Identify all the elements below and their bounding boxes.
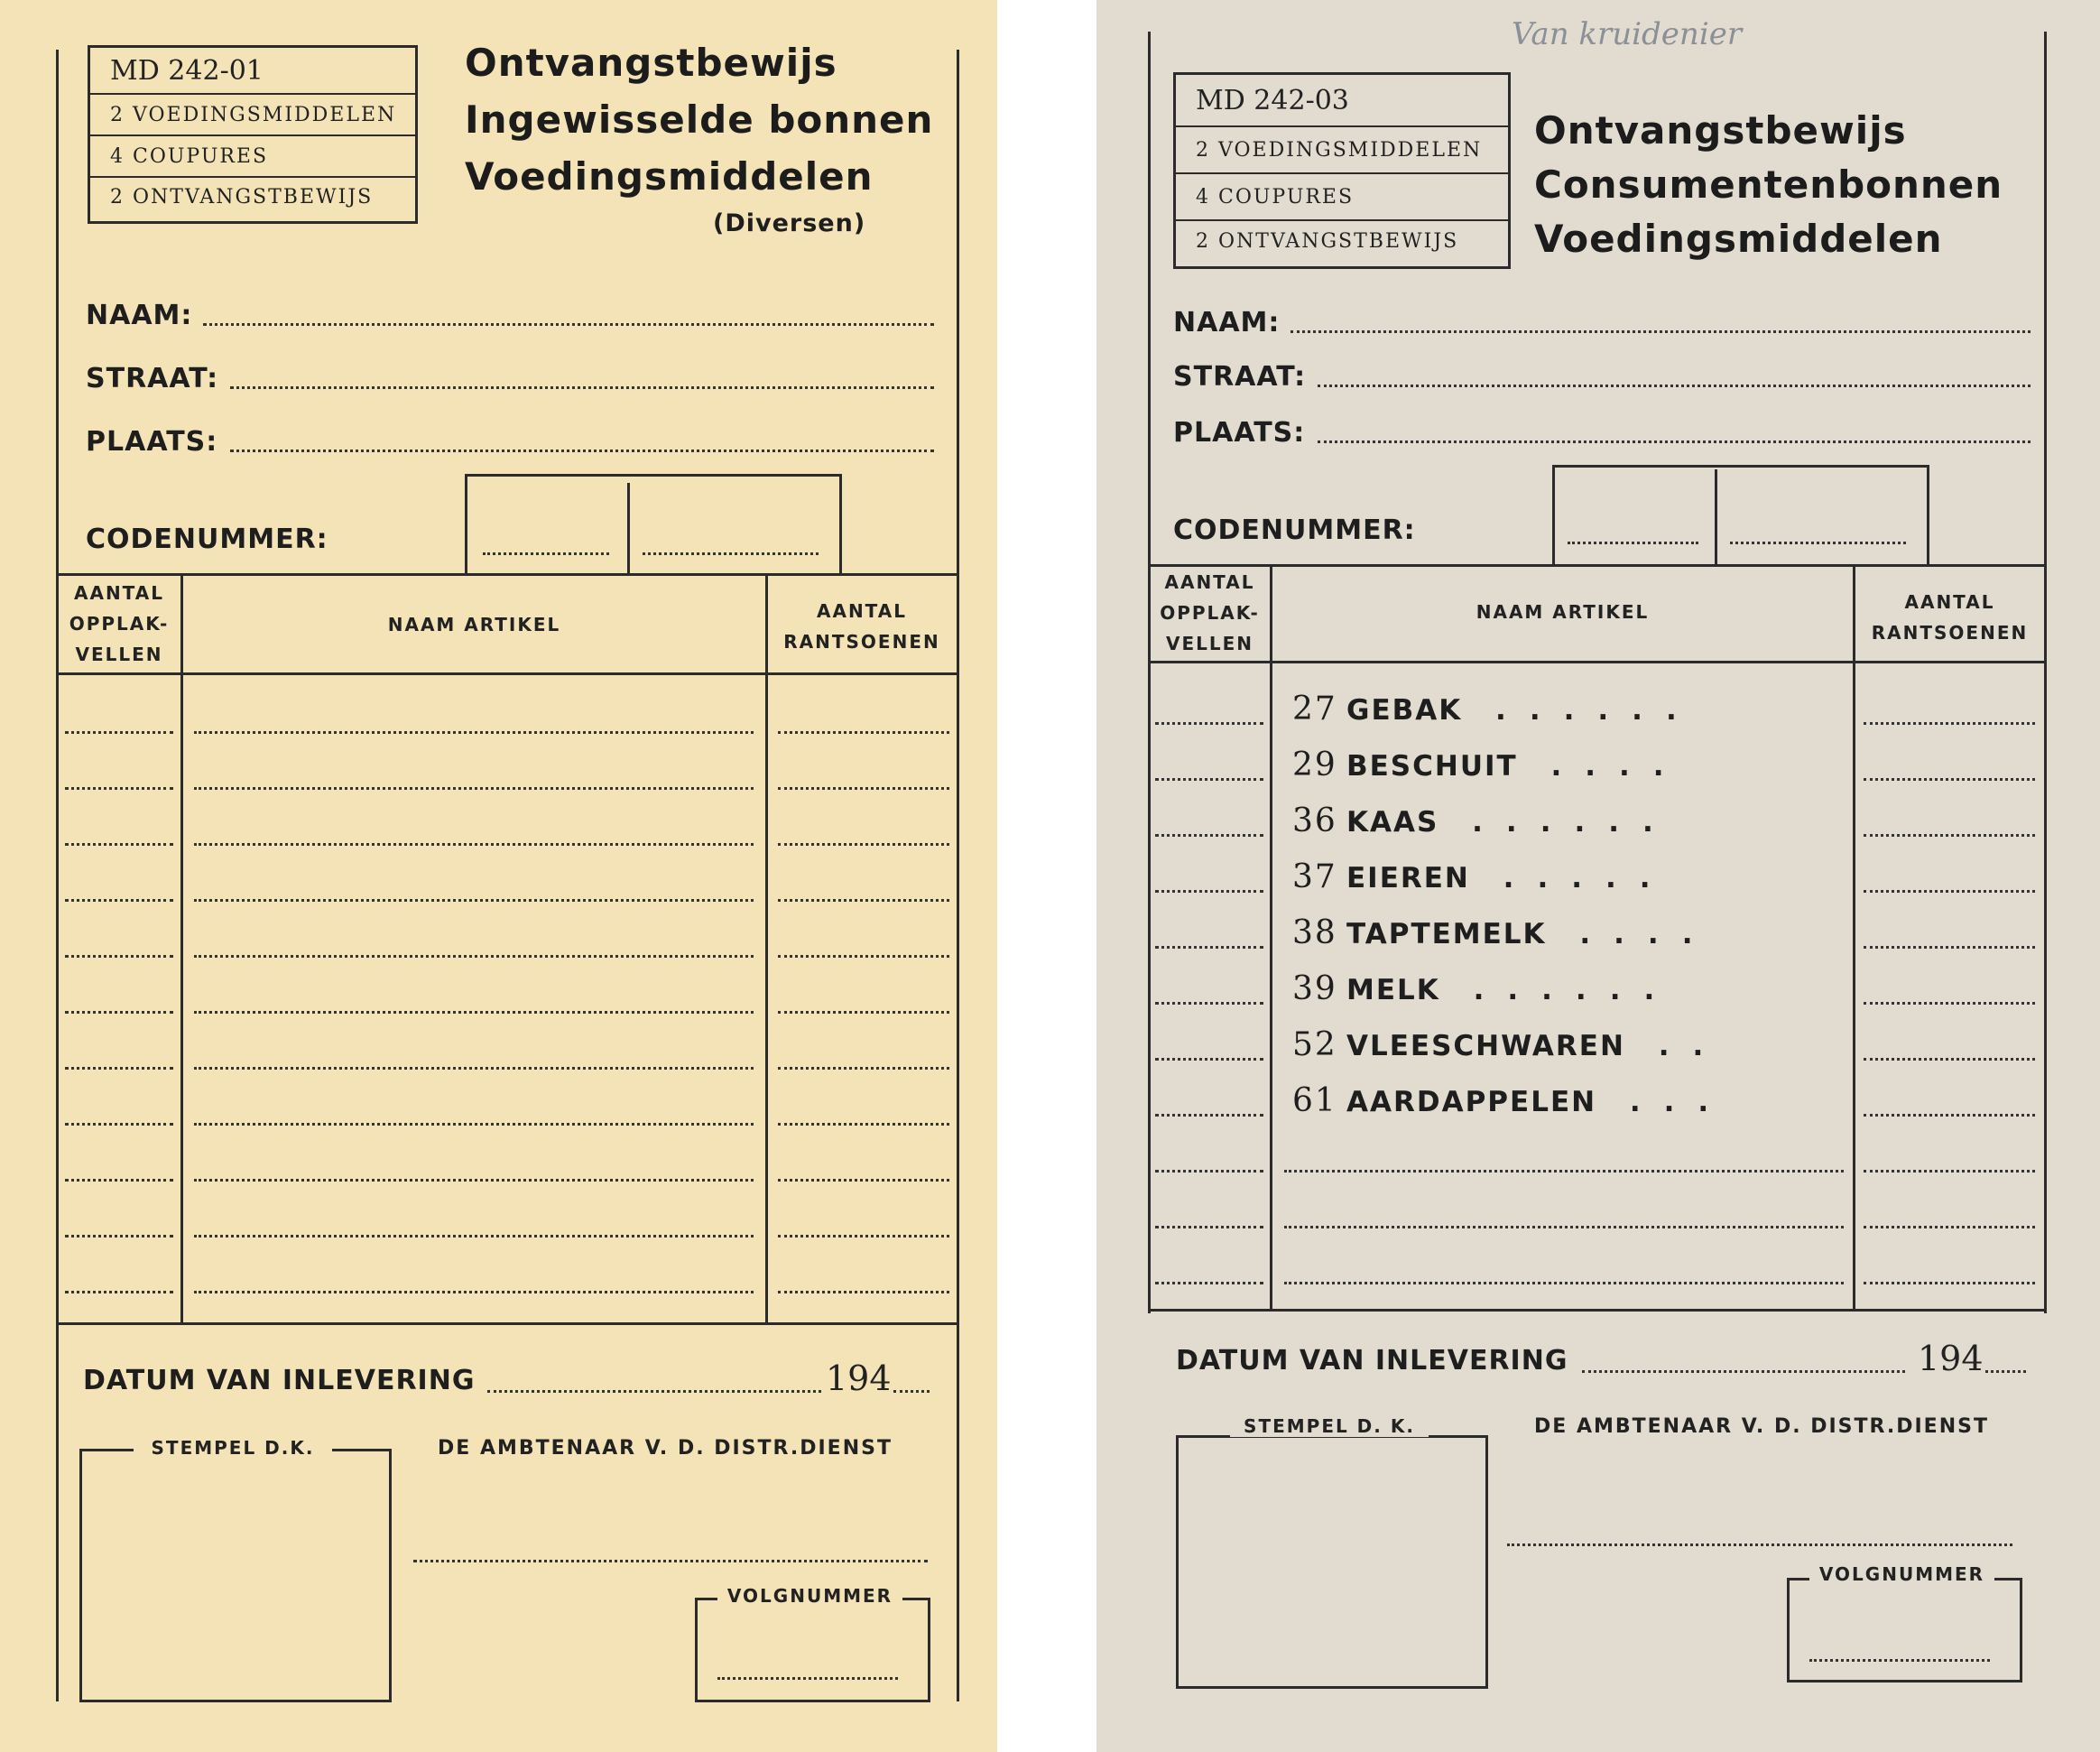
table-header-line <box>56 672 958 675</box>
plaats-field[interactable] <box>230 450 934 452</box>
opplakvellen-field[interactable] <box>65 1179 173 1182</box>
artikel-field[interactable] <box>194 731 754 734</box>
artikel-field[interactable] <box>194 955 754 958</box>
opplakvellen-field[interactable] <box>65 731 173 734</box>
stempel-label: STEMPEL D. K. <box>1230 1415 1429 1437</box>
rantsoenen-field[interactable] <box>778 843 949 846</box>
artikel-field[interactable] <box>194 899 754 902</box>
year-prefix: 194 <box>826 1358 892 1398</box>
datum-label: DATUM VAN INLEVERING <box>83 1365 476 1396</box>
rantsoenen-field[interactable] <box>1864 946 2035 949</box>
artikel-field[interactable] <box>194 1067 754 1070</box>
table-divider-1 <box>1270 564 1272 1309</box>
form-code-box <box>88 45 418 224</box>
rantsoenen-field[interactable] <box>1864 1282 2035 1284</box>
header-aantal-rantsoenen: AANTAL RANTSOENEN <box>783 600 940 653</box>
article-number: 38 <box>1292 914 1337 951</box>
signature-field[interactable] <box>413 1560 928 1562</box>
datum-field[interactable] <box>1582 1370 1905 1373</box>
artikel-field[interactable] <box>194 843 754 846</box>
leader-dots: ...... <box>1439 806 1677 839</box>
straat-field[interactable] <box>230 386 934 389</box>
leader-dots: ...... <box>1439 974 1679 1006</box>
rantsoenen-field[interactable] <box>1864 1002 2035 1005</box>
rantsoenen-field[interactable] <box>1864 1226 2035 1228</box>
volgnummer-field[interactable] <box>717 1677 898 1680</box>
opplakvellen-field[interactable] <box>1155 1282 1263 1284</box>
article-name: KAAS <box>1346 806 1439 839</box>
article-item <box>1292 914 1716 951</box>
article-number: 27 <box>1292 691 1337 728</box>
rantsoenen-field[interactable] <box>1864 834 2035 837</box>
opplakvellen-field[interactable] <box>1155 834 1263 837</box>
volgnummer-box <box>1787 1578 2022 1682</box>
rantsoenen-field[interactable] <box>778 1011 949 1014</box>
rantsoenen-field[interactable] <box>1864 890 2035 893</box>
rantsoenen-field[interactable] <box>1864 722 2035 725</box>
article-name: BESCHUIT <box>1346 750 1518 783</box>
article-item <box>1292 970 1678 1007</box>
opplakvellen-field[interactable] <box>1155 946 1263 949</box>
datum-label: DATUM VAN INLEVERING <box>1176 1345 1568 1377</box>
volgnummer-label: VOLGNUMMER <box>717 1585 902 1607</box>
code-row-voedingsmiddelen: 2 VOEDINGSMIDDELEN <box>1176 127 1508 174</box>
year-field[interactable] <box>893 1390 930 1393</box>
form-title-line1: Ontvangstbewijs <box>465 41 837 85</box>
header-aantal-opplakvellen: AANTAL OPPLAK-VELLEN <box>69 582 170 665</box>
opplakvellen-field[interactable] <box>1155 1170 1263 1173</box>
form-title-line2: Consumentenbonnen <box>1534 162 2003 207</box>
opplakvellen-field[interactable] <box>1155 778 1263 781</box>
article-number: 52 <box>1292 1026 1337 1063</box>
rantsoenen-field[interactable] <box>778 731 949 734</box>
article-number: 61 <box>1292 1082 1337 1119</box>
handwritten-note: Van kruidenier <box>1512 16 1743 52</box>
article-item <box>1292 691 1700 728</box>
codenummer-label: CODENUMMER: <box>86 524 328 555</box>
header-aantal-rantsoenen: AANTAL RANTSOENEN <box>1871 591 2029 644</box>
opplakvellen-field[interactable] <box>65 955 173 958</box>
opplakvellen-field[interactable] <box>65 787 173 790</box>
ambtenaar-label: DE AMBTENAAR V. D. DISTR.DIENST <box>1534 1415 1989 1438</box>
form-code: MD 242-03 <box>1176 75 1508 127</box>
leader-dots: .... <box>1546 918 1716 950</box>
table-divider-2 <box>765 573 768 1322</box>
signature-field[interactable] <box>1507 1543 2012 1546</box>
receipt-form-left <box>0 0 997 1752</box>
rantsoenen-field[interactable] <box>1864 1114 2035 1117</box>
table-divider-1 <box>180 573 183 1322</box>
artikel-field[interactable] <box>194 1291 754 1293</box>
ambtenaar-label: DE AMBTENAAR V. D. DISTR.DIENST <box>438 1437 893 1460</box>
rantsoenen-field[interactable] <box>1864 778 2035 781</box>
artikel-field[interactable] <box>194 1123 754 1126</box>
article-number: 36 <box>1292 802 1337 839</box>
opplakvellen-field[interactable] <box>65 1067 173 1070</box>
rantsoenen-field[interactable] <box>778 899 949 902</box>
rantsoenen-field[interactable] <box>778 1123 949 1126</box>
article-name: AARDAPPELEN <box>1346 1086 1597 1118</box>
straat-label: STRAAT: <box>86 363 219 394</box>
article-number: 29 <box>1292 746 1337 783</box>
code-row-voedingsmiddelen: 2 VOEDINGSMIDDELEN <box>90 95 415 136</box>
rantsoenen-field[interactable] <box>778 1067 949 1070</box>
opplakvellen-field[interactable] <box>1155 1114 1263 1117</box>
rantsoenen-field[interactable] <box>778 1179 949 1182</box>
header-naam-artikel: NAAM ARTIKEL <box>1476 601 1650 623</box>
opplakvellen-field[interactable] <box>1155 722 1263 725</box>
artikel-field[interactable] <box>194 1235 754 1238</box>
opplakvellen-field[interactable] <box>1155 1058 1263 1061</box>
article-item <box>1292 746 1688 783</box>
article-item <box>1292 858 1674 895</box>
opplakvellen-field[interactable] <box>1155 1002 1263 1005</box>
artikel-field[interactable] <box>194 787 754 790</box>
opplakvellen-field[interactable] <box>1155 890 1263 893</box>
plaats-label: PLAATS: <box>1173 417 1306 449</box>
codenummer-box <box>465 474 842 576</box>
datum-field[interactable] <box>487 1390 821 1393</box>
opplakvellen-field[interactable] <box>1155 1226 1263 1228</box>
naam-label: NAAM: <box>1173 307 1281 338</box>
table-top-line <box>56 573 958 576</box>
artikel-field[interactable] <box>194 1179 754 1182</box>
article-name: MELK <box>1346 974 1440 1006</box>
article-name: GEBAK <box>1346 694 1463 727</box>
leader-dots: ..... <box>1469 862 1674 895</box>
year-field[interactable] <box>1985 1370 2026 1373</box>
opplakvellen-field[interactable] <box>65 1291 173 1293</box>
article-number: 39 <box>1292 970 1337 1007</box>
stempel-box <box>1176 1435 1488 1689</box>
opplakvellen-field[interactable] <box>65 899 173 902</box>
leader-dots: .. <box>1624 1030 1727 1062</box>
codenummer-field-1[interactable] <box>483 552 609 555</box>
article-number: 37 <box>1292 858 1337 895</box>
year-prefix: 194 <box>1918 1339 1984 1378</box>
naam-label: NAAM: <box>86 300 193 331</box>
rantsoenen-field[interactable] <box>1864 1170 2035 1173</box>
form-title-line3: Voedingsmiddelen <box>1534 217 1943 261</box>
rantsoenen-field[interactable] <box>1864 1058 2035 1061</box>
form-title-line1: Ontvangstbewijs <box>1534 108 1907 153</box>
rantsoenen-field[interactable] <box>778 1291 949 1293</box>
code-row-coupures: 4 COUPURES <box>1176 174 1508 221</box>
article-item <box>1292 1082 1732 1119</box>
stempel-box <box>79 1449 392 1702</box>
code-row-ontvangstbewijs: 2 ONTVANGSTBEWIJS <box>110 186 374 209</box>
artikel-field[interactable] <box>194 1011 754 1014</box>
codenummer-divider <box>627 483 630 573</box>
receipt-form-right <box>1096 0 2100 1752</box>
table-divider-2 <box>1853 564 1855 1309</box>
form-subtitle: (Diversen) <box>713 209 866 237</box>
left-border <box>1148 32 1151 1313</box>
article-item <box>1292 802 1677 839</box>
form-title-line3: Voedingsmiddelen <box>465 154 874 199</box>
code-row-ontvangstbewijs: 2 ONTVANGSTBEWIJS <box>1196 230 1459 253</box>
stempel-label: STEMPEL D.K. <box>134 1437 332 1459</box>
rantsoenen-field[interactable] <box>778 955 949 958</box>
article-item <box>1292 1026 1726 1063</box>
codenummer-field-2[interactable] <box>643 552 819 555</box>
opplakvellen-field[interactable] <box>65 1011 173 1014</box>
naam-field[interactable] <box>203 323 934 326</box>
leader-dots: .... <box>1517 750 1688 783</box>
rantsoenen-field[interactable] <box>778 787 949 790</box>
header-naam-artikel: NAAM ARTIKEL <box>387 614 561 635</box>
table-bottom-line <box>56 1322 958 1325</box>
volgnummer-field[interactable] <box>1809 1659 1990 1662</box>
header-aantal-opplakvellen: AANTAL OPPLAK-VELLEN <box>1160 571 1260 654</box>
form-title-line2: Ingewisselde bonnen <box>465 97 934 142</box>
volgnummer-label: VOLGNUMMER <box>1809 1563 1994 1585</box>
right-border <box>2044 32 2047 1313</box>
rantsoenen-field[interactable] <box>778 1235 949 1238</box>
straat-label: STRAAT: <box>1173 361 1307 393</box>
code-row-coupures: 4 COUPURES <box>90 136 415 178</box>
article-name: EIEREN <box>1346 862 1470 895</box>
right-border <box>957 50 959 1701</box>
opplakvellen-field[interactable] <box>65 1235 173 1238</box>
leader-dots: ... <box>1596 1086 1733 1118</box>
article-name: TAPTEMELK <box>1346 918 1547 950</box>
plaats-label: PLAATS: <box>86 426 218 458</box>
left-border <box>56 50 59 1701</box>
opplakvellen-field[interactable] <box>65 1123 173 1126</box>
opplakvellen-field[interactable] <box>65 843 173 846</box>
volgnummer-box <box>695 1598 930 1702</box>
leader-dots: ...... <box>1462 694 1700 727</box>
codenummer-label: CODENUMMER: <box>1173 514 1416 546</box>
article-name: VLEESCHWAREN <box>1346 1030 1625 1062</box>
form-code: MD 242-01 <box>90 48 415 95</box>
